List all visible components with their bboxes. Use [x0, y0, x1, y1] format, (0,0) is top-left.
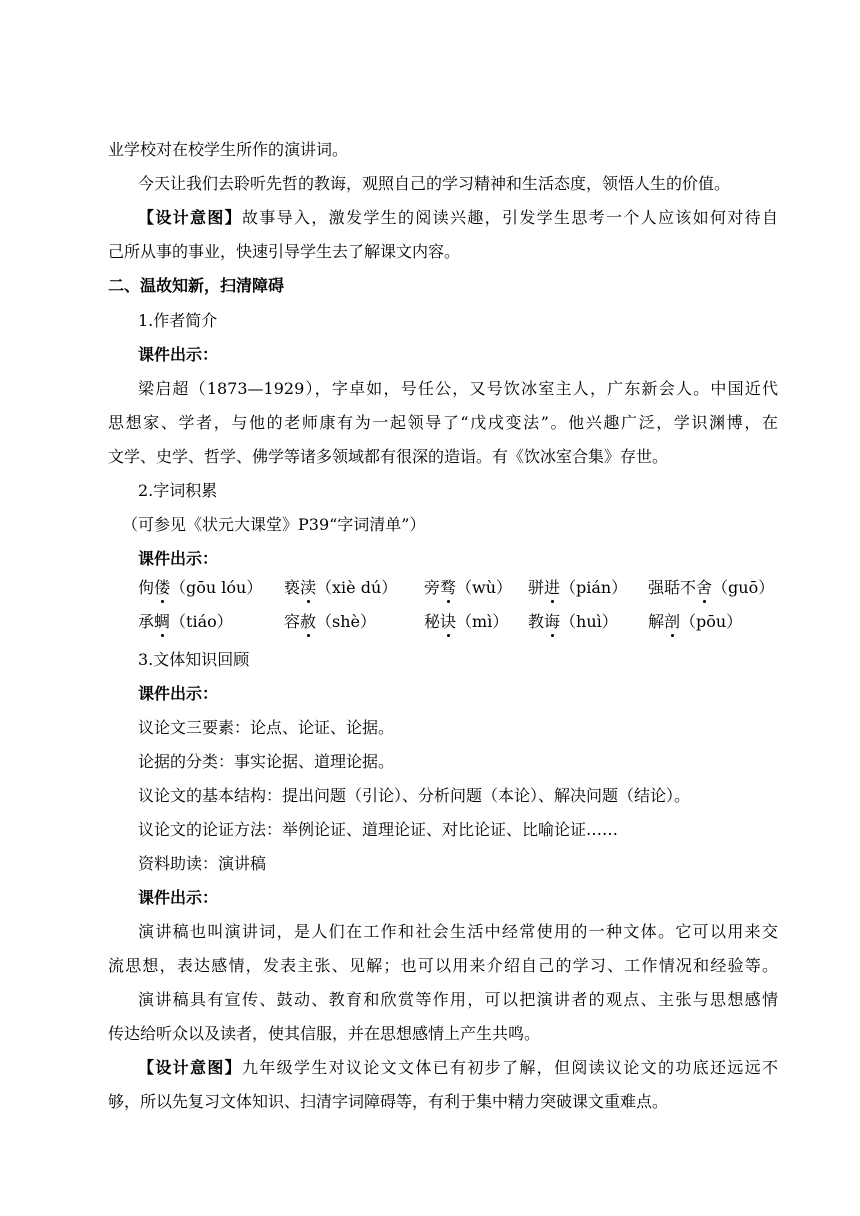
- text-line: 传达给听众以及读者，使其信服，并在思想感情上产生共鸣。: [108, 1024, 541, 1043]
- courseware-label: 课件出示：: [138, 684, 219, 703]
- design-intent-tag: 【设计意图】: [138, 208, 242, 227]
- vocab-item: 秘诀（mì）: [424, 612, 509, 631]
- subsection-heading: 2.字词积累: [138, 481, 218, 500]
- vocab-item: 骈进（pián）: [528, 578, 628, 597]
- design-intent-1: [138, 208, 778, 230]
- courseware-label: 课件出示：: [138, 888, 219, 907]
- reference-note: （可参见《状元大课堂》P39“字词清单”）: [122, 515, 426, 534]
- text-line: 议论文的基本结构：提出问题（引论）、分析问题（本论）、解决问题（结论）。: [138, 786, 691, 805]
- design-intent-2: [138, 1058, 778, 1080]
- text-line: 论据的分类：事实论据、道理论据。: [138, 752, 395, 771]
- subsection-heading: 1.作者简介: [138, 311, 218, 330]
- text-line: 己所从事的事业，快速引导学生去了解课文内容。: [108, 242, 461, 261]
- section-heading: 二、温故知新，扫清障碍: [108, 276, 285, 295]
- text-line: 今天让我们去聆听先哲的教诲，观照自己的学习精神和生活态度，领悟人生的价值。: [138, 174, 731, 193]
- text-line: 演讲稿具有宣传、鼓动、教育和欣赏等作用，可以把演讲者的观点、主张与思想感情: [138, 990, 778, 1009]
- subsection-heading: 3.文体知识回顾: [138, 650, 250, 669]
- text-line: 议论文三要素：论点、论证、论据。: [138, 718, 395, 737]
- text-line: 业学校对在校学生所作的演讲词。: [108, 140, 349, 159]
- text-line: 思想家、学者，与他的老师康有为一起领导了“戊戌变法”。他兴趣广泛，学识渊博，在: [108, 413, 778, 432]
- courseware-label: 课件出示：: [138, 549, 219, 568]
- vocab-item: 旁骛（wù）: [424, 578, 513, 597]
- text-line: 流思想，表达感情，发表主张、见解；也可以用来介绍自己的学习、工作情况和经验等。: [108, 956, 778, 975]
- design-intent-tag: 【设计意图】: [138, 1058, 242, 1077]
- vocab-item: 教诲（huì）: [528, 612, 618, 631]
- text-line: 文学、史学、哲学、佛学等诸多领域都有很深的造诣。有《饮冰室合集》存世。: [108, 447, 669, 466]
- design-intent-text: 九年级学生对议论文文体已有初步了解，但阅读议论文的功底还远远不: [242, 1058, 778, 1077]
- text-line: 梁启超（1873—1929），字卓如，号任公，又号饮冰室主人，广东新会人。中国近代: [138, 379, 778, 398]
- text-line: 议论文的论证方法：举例论证、道理论证、对比论证、比喻论证……: [138, 820, 619, 839]
- text-line: 资料助读：演讲稿: [138, 854, 267, 873]
- vocab-item: 亵渎（xiè dú）: [284, 578, 398, 597]
- text-line: 够，所以先复习文体知识、扫清字词障碍等，有利于集中精力突破课文重难点。: [108, 1092, 669, 1111]
- vocab-item: 容赦（shè）: [284, 612, 377, 631]
- courseware-label: 课件出示：: [138, 345, 219, 364]
- text-line: 演讲稿也叫演讲词，是人们在工作和社会生活中经常使用的一种文体。它可以用来交: [138, 922, 778, 941]
- vocab-item: 强聒不舍（guō）: [648, 578, 775, 597]
- vocab-item: 解剖（pōu）: [648, 612, 743, 631]
- vocab-item: 承蜩（tiáo）: [138, 612, 233, 631]
- design-intent-text: 故事导入，激发学生的阅读兴趣，引发学生思考一个人应该如何对待自: [242, 208, 778, 227]
- vocab-item: 佝偻（gōu lóu）: [138, 578, 263, 597]
